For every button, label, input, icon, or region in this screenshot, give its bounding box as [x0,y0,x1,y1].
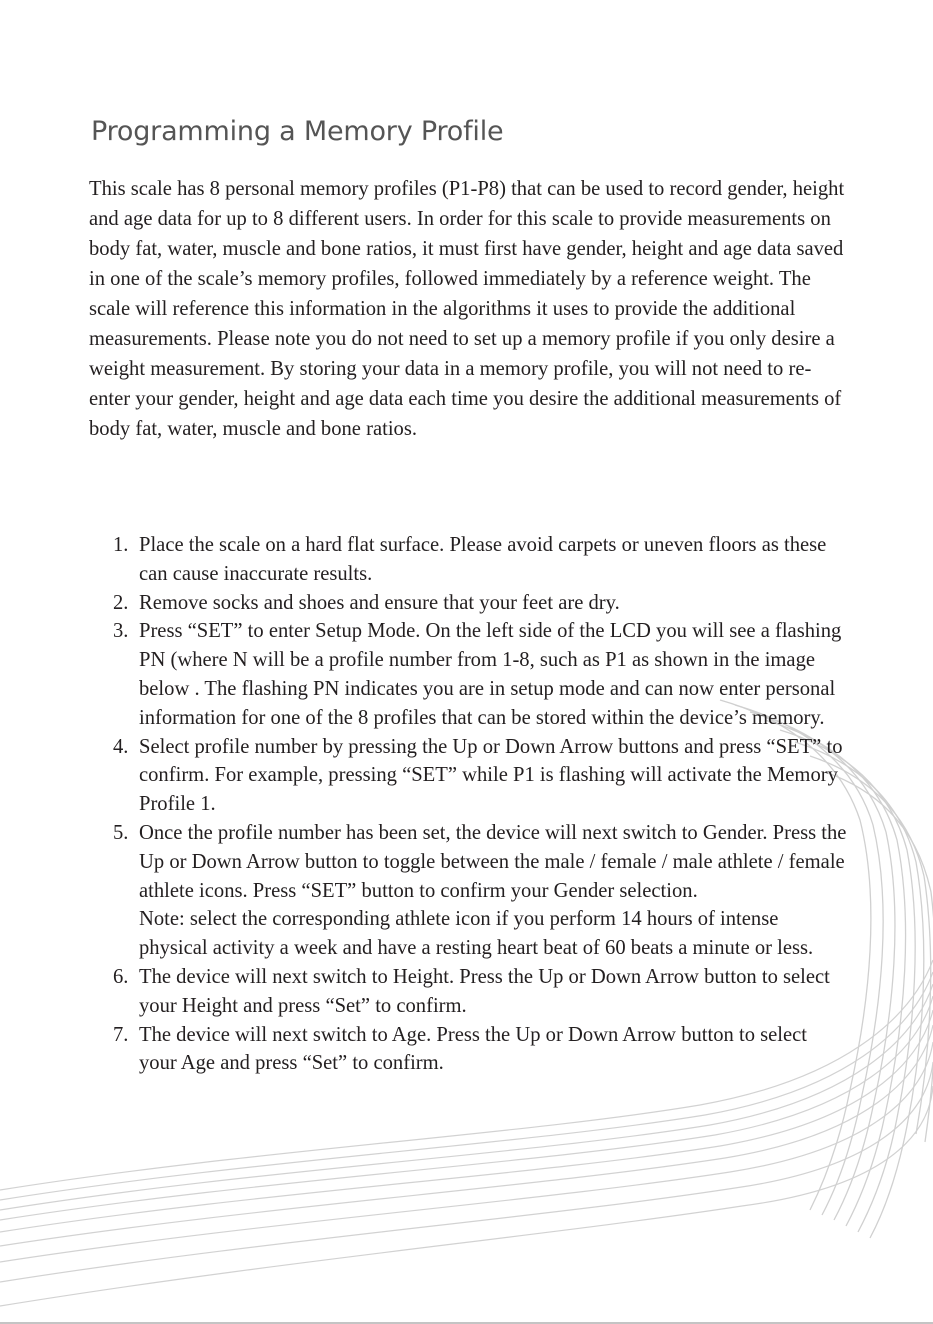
step-number: 5. [113,821,129,844]
intro-paragraph: This scale has 8 personal memory profiles (P1-P8) that can be used to record gender, height and age data for up to 8 different users. In order for this scale to provide measurements on body fat, water, muscle and bone ratios, it must first have gender, height and age data saved in one of the scale’s memory profiles, followed immediately by a reference weight. The scale will reference this information in the algorithms it uses to provide the additional measurements. Please note you do not need to set up a memory profile if you only desire a weight measurement. By storing your data in a memory profile, you will not need to re-enter your gender, height and age data each time you desire the additional measurements of body fat, water, muscle and bone ratios. [89,178,845,440]
step-number: 1. [113,534,129,556]
step-text: Remove socks and shoes and ensure that your feet are dry. [139,591,620,614]
step-number: 4. [113,735,129,758]
step-text: Once the profile number has been set, the device will next switch to Gender. Press the Up or Down Arrow button to toggle between the male / female / male athlete / female athlete icons. Press “SET” button to confirm your Gender selection. [139,821,847,902]
step-number: 2. [113,591,129,614]
step-number: 3. [113,620,129,643]
step-text: The device will next switch to Height. Press the Up or Down Arrow button to select your Height and press “Set” to confirm. [139,965,830,1017]
step-item [113,963,848,1021]
step-note: Note: select the corresponding athlete icon if you perform 14 hours of intense physical activity a week and have a resting heart beat of 60 beats a minute or less. [139,908,814,960]
step-number: 7. [113,1023,129,1046]
step-text: The device will next switch to Age. Press the Up or Down Arrow button to select your Age and press “Set” to confirm. [139,1023,808,1075]
step-text: Press “SET” to enter Setup Mode. On the left side of the LCD you will see a flashing PN (where N will be a profile number from 1-8, such as P1 as shown in the image below . The flashing PN indicates you are in setup mode and can now enter personal information for one of the 8 profiles that can be stored within the device’s memory. [139,620,842,729]
step-text: Select profile number by pressing the Up or Down Arrow buttons and press “SET” to confirm. For example, pressing “SET” while P1 is flashing will activate the Memory Profile 1. [139,735,843,816]
step-item [113,531,848,589]
setup-steps-list [113,531,848,1078]
step-number: 6. [113,965,129,988]
step-item [113,589,848,618]
step-text: Place the scale on a hard flat surface. Please avoid carpets or uneven floors as these can cause inaccurate results. [139,534,827,585]
page-title: Programming a Memory Profile [91,116,504,147]
step-item [113,1021,848,1079]
step-item [113,617,848,732]
step-item [113,733,848,819]
step-item [113,819,848,963]
